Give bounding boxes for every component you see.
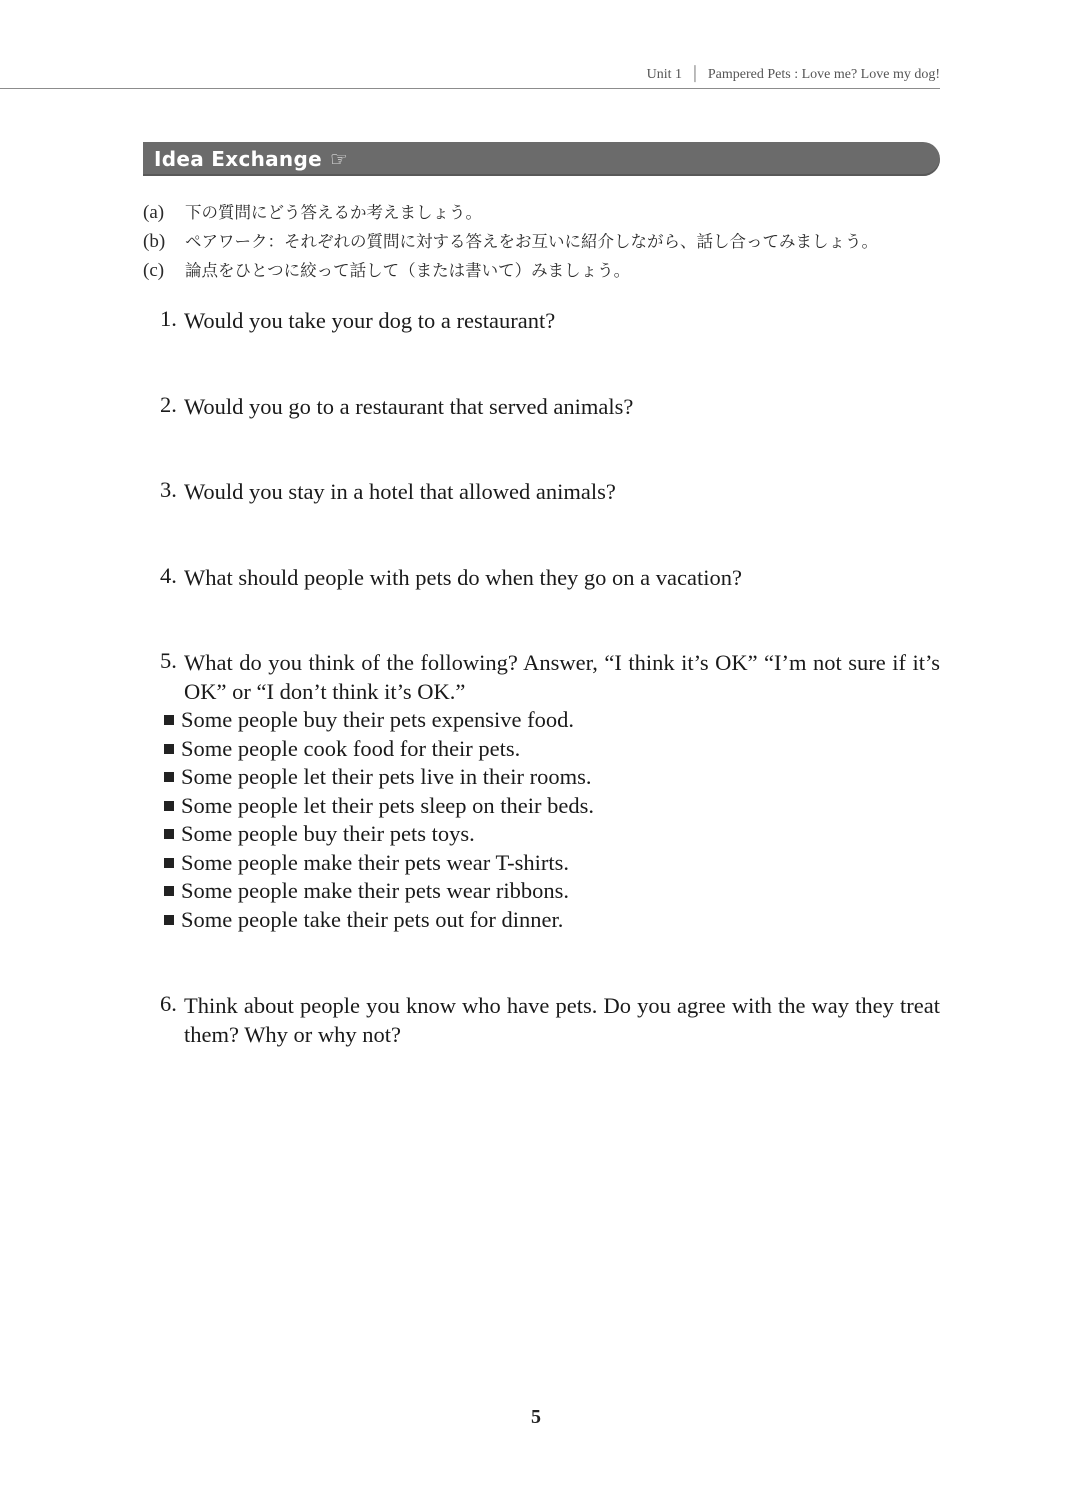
bullet-text: Some people cook food for their pets. — [181, 735, 521, 761]
running-header — [0, 62, 940, 89]
running-header-text — [647, 67, 940, 83]
square-bullet-icon — [164, 744, 174, 754]
bullet-text: Some people make their pets wear T-shirts. — [181, 849, 570, 875]
section-title-text: Idea Exchange — [154, 147, 322, 171]
instructions-list — [143, 198, 963, 285]
instruction-marker: (a) — [143, 202, 165, 223]
question-text: What do you think of the following? Answer, “I think it’s OK” “I’m not sure if it’s OK” or “I don’t think it’s OK.” — [184, 650, 940, 704]
bullet-item — [164, 706, 940, 735]
question-number: 5. — [160, 648, 177, 673]
bullet-item — [164, 906, 940, 935]
bullet-item — [164, 792, 940, 821]
square-bullet-icon — [164, 915, 174, 925]
instruction-text: 下の質問にどう答えるか考えましょう。 — [185, 203, 482, 222]
question-item — [160, 477, 940, 506]
header-separator: │ — [689, 67, 700, 82]
unit-label: Unit 1 — [646, 67, 682, 82]
unit-title: Pampered Pets : Love me? Love my dog! — [707, 67, 940, 82]
instruction-item — [143, 198, 963, 227]
question-item — [160, 648, 940, 934]
square-bullet-icon — [164, 772, 174, 782]
bullet-text: Some people let their pets sleep on their beds. — [181, 792, 595, 818]
bullet-item — [164, 877, 940, 906]
section-title-bar — [143, 142, 940, 176]
question-text: What should people with pets do when they go on a vacation? — [184, 565, 742, 590]
question-number: 6. — [160, 991, 177, 1016]
bullet-list — [160, 706, 940, 934]
pointing-hand-icon: ☞ — [329, 147, 349, 171]
question-number: 1. — [160, 306, 177, 331]
question-item — [160, 392, 940, 421]
bullet-text: Some people take their pets out for dinner. — [181, 906, 564, 932]
instruction-item — [143, 227, 963, 256]
question-item — [160, 563, 940, 592]
bullet-text: Some people buy their pets toys. — [181, 821, 475, 846]
bullet-text: Some people make their pets wear ribbons. — [181, 878, 570, 903]
question-item — [160, 991, 940, 1049]
instruction-marker: (c) — [143, 260, 165, 281]
question-number: 2. — [160, 392, 177, 417]
bullet-item — [164, 763, 940, 792]
question-item — [160, 306, 940, 335]
square-bullet-icon — [164, 829, 174, 839]
question-number: 4. — [160, 563, 177, 588]
instruction-text: 論点をひとつに絞って話して（または書いて）みましょう。 — [185, 261, 631, 280]
square-bullet-icon — [164, 715, 174, 725]
bullet-item — [164, 849, 940, 878]
question-number: 3. — [160, 477, 177, 502]
question-text: Would you go to a restaurant that served animals? — [184, 394, 634, 419]
bullet-text: Some people buy their pets expensive food. — [181, 707, 575, 732]
bullet-text: Some people let their pets live in their rooms. — [181, 764, 592, 789]
page-number: 5 — [531, 1406, 541, 1428]
square-bullet-icon — [164, 801, 174, 811]
question-text: Would you stay in a hotel that allowed animals? — [184, 479, 616, 504]
bullet-item — [164, 735, 940, 764]
instruction-text: ペアワーク：それぞれの質問に対する答えをお互いに紹介しながら、話し合ってみましょう。 — [185, 232, 878, 251]
instruction-item — [143, 256, 963, 285]
question-text: Would you take your dog to a restaurant? — [184, 308, 556, 333]
square-bullet-icon — [164, 858, 174, 868]
square-bullet-icon — [164, 886, 174, 896]
instruction-marker: (b) — [143, 231, 166, 252]
section-title — [154, 147, 348, 171]
question-text: Think about people you know who have pets. Do you agree with the way they treat them? Why or why not? — [184, 993, 940, 1047]
bullet-item — [164, 820, 940, 849]
